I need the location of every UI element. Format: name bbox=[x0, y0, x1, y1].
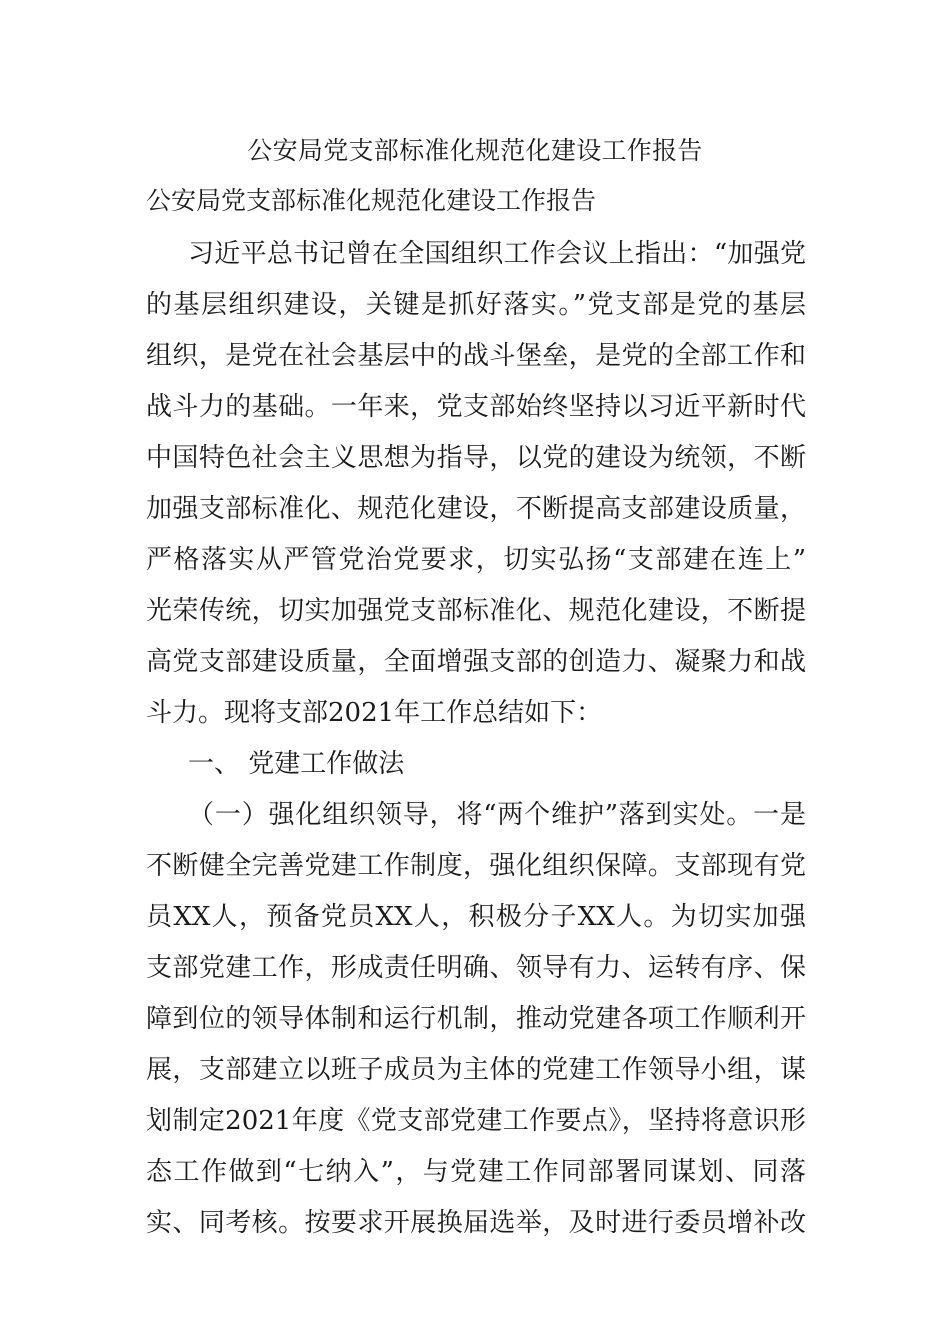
paragraph-line: 中国特色社会主义思想为指导，以党的建设为统领，不断 bbox=[146, 443, 806, 473]
paragraph-line: 障到位的领导体制和运行机制，推动党建各项工作顺利开 bbox=[146, 1004, 806, 1034]
paragraph-line: 斗力。现将支部2021年工作总结如下： bbox=[146, 698, 603, 728]
paragraph-line: 的基层组织建设，关键是抓好落实。”党支部是党的基层 bbox=[146, 290, 806, 320]
paragraph-line: 严格落实从严管党治党要求，切实弘扬“支部建在连上” bbox=[146, 545, 806, 575]
paragraph-line: 组织，是党在社会基层中的战斗堡垒，是党的全部工作和 bbox=[146, 341, 806, 371]
paragraph-line: 实、同考核。按要求开展换届选举，及时进行委员增补改 bbox=[146, 1208, 806, 1238]
document-title: 公安局党支部标准化规范化建设工作报告 bbox=[247, 136, 703, 165]
document-subtitle: 公安局党支部标准化规范化建设工作报告 bbox=[146, 186, 597, 215]
paragraph-line: 态工作做到“七纳入”，与党建工作同部署同谋划、同落 bbox=[146, 1157, 806, 1187]
paragraph-line: 支部党建工作，形成责任明确、领导有力、运转有序、保 bbox=[146, 953, 806, 983]
section-heading: 一、 党建工作做法 bbox=[188, 749, 405, 779]
paragraph-line: 展，支部建立以班子成员为主体的党建工作领导小组，谋 bbox=[146, 1055, 806, 1085]
paragraph-line: 划制定2021年度《党支部党建工作要点》，坚持将意识形 bbox=[146, 1106, 806, 1136]
paragraph-line: 光荣传统，切实加强党支部标准化、规范化建设，不断提 bbox=[146, 596, 806, 626]
paragraph-line: 习近平总书记曾在全国组织工作会议上指出：“加强党 bbox=[188, 239, 806, 269]
paragraph-line: 加强支部标准化、规范化建设，不断提高支部建设质量， bbox=[146, 494, 806, 524]
paragraph-line: 不断健全完善党建工作制度，强化组织保障。支部现有党 bbox=[146, 851, 806, 881]
paragraph-line: 员XX人，预备党员XX人，积极分子XX人。为切实加强 bbox=[146, 902, 806, 932]
paragraph-line: （一）强化组织领导，将“两个维护”落到实处。一是 bbox=[188, 800, 806, 830]
paragraph-line: 战斗力的基础。一年来，党支部始终坚持以习近平新时代 bbox=[146, 392, 806, 422]
paragraph-line: 高党支部建设质量，全面增强支部的创造力、凝聚力和战 bbox=[146, 647, 806, 677]
document-body bbox=[146, 229, 806, 1249]
